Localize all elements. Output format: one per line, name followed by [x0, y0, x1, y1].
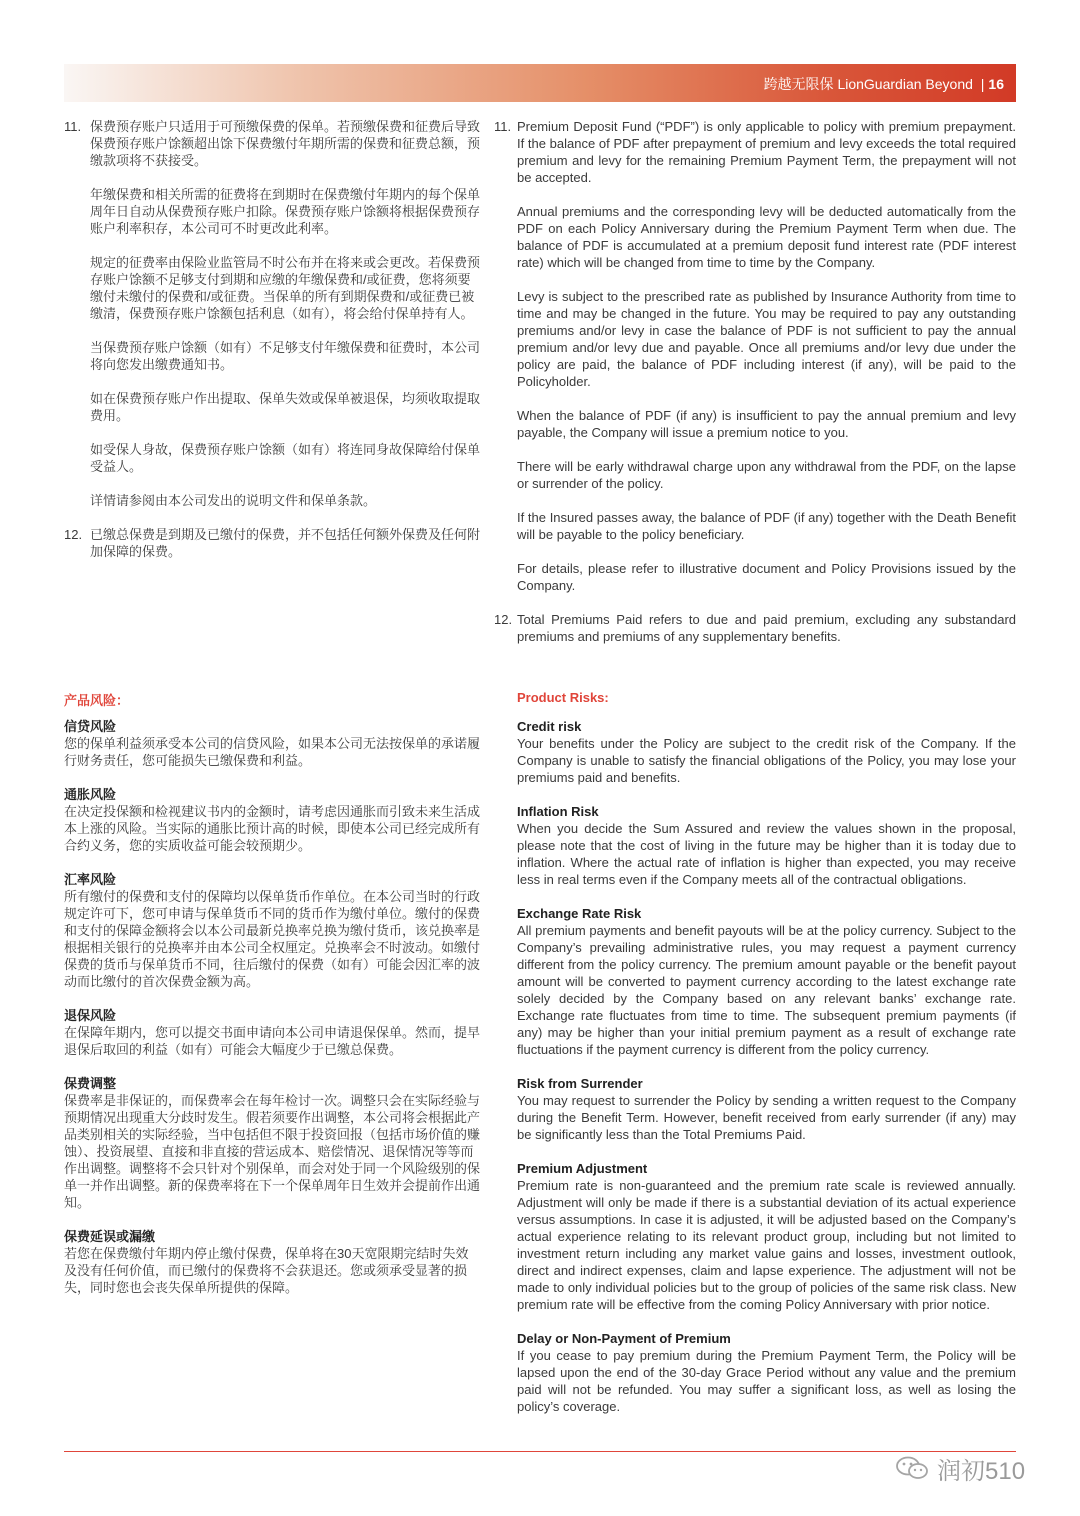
risk-title: Delay or Non-Payment of Premium — [517, 1331, 731, 1346]
risk-title: 信贷风险 — [64, 719, 117, 734]
note-number: 12. — [64, 527, 83, 542]
watermark-text: 润初510 — [937, 1457, 1026, 1485]
note-paragraph: When the balance of PDF (if any) is insufficient to pay the annual premium and levy payable, the Company will issue a premium notice to you. — [517, 408, 1016, 440]
header-separator: | — [980, 76, 985, 92]
risk-text: 在保障年期内，您可以提交书面申请向本公司申请退保保单。然而，提早退保后取回的利益（如有）可能会大幅度少于已缴总保费。 — [64, 1025, 481, 1057]
risk-title: Inflation Risk — [517, 804, 599, 819]
risk-text: When you decide the Sum Assured and review the values shown in the proposal, please note that the cost of living in the future may be higher than it is today due to inflation. Where the actual rate of inflation is higher than expected, you may receive less in real terms even if the Company meets all of the contractual obligations. — [517, 821, 1016, 887]
risk-text: 保费率是非保证的，而保费率会在每年检讨一次。调整只会在实际经验与预期情况出现重大分歧时发生。假若须要作出调整，本公司将会根据此产品类别相关的实际经验，当中包括但不限于投资回报（包括市场价值的赚蚀）、投资展望、直接和非直接的营运成本、赔偿情况、退保情况等等而作出调整。调整将不会只针对个别保单，而会对处于同一个风险级别的保单一并作出调整。新的保费率将在下一个保单周年日生效并会提前作出通知。 — [64, 1093, 481, 1210]
note-paragraph: 年缴保费和相关所需的征费将在到期时在保费缴付年期内的每个保单周年日自动从保费预存账户扣除。保费预存账户馀额将根据保费预存账户利率积存，本公司可不时更改此利率。 — [90, 187, 481, 236]
risk-title: Exchange Rate Risk — [517, 906, 642, 921]
note-number: 11. — [494, 119, 512, 134]
risk-delay-payment-en — [517, 1330, 1016, 1415]
note-paragraph: Total Premiums Paid refers to due and paid premium, excluding any substandard premiums and premiums of any supplementary benefits. — [517, 612, 1016, 644]
footer-divider — [64, 1451, 1016, 1452]
risk-text: If you cease to pay premium during the Premium Payment Term, the Policy will be lapsed upon the end of the 30-day Grace Period without any value and the premium paid will not be refunded. You may suffer a significant loss, as well as losing the policy’s coverage. — [517, 1348, 1016, 1414]
risks-title-en: Product Risks: — [517, 690, 609, 705]
note-paragraph: Levy is subject to the prescribed rate as published by Insurance Authority from time to time and may be changed in the future. You may be required to pay any outstanding premiums and/or levy in case the balance of PDF is not sufficient to pay the annual premium and/or levy due and payable. Once all premiums and/or levy due under the policy are paid, the balance of PDF including interest (if any), will be paid to the Policyholder. — [517, 289, 1016, 389]
risk-inflation-en — [517, 803, 1016, 888]
risk-delay-payment-cn — [64, 1228, 480, 1296]
risk-title: 汇率风险 — [64, 872, 117, 887]
note-paragraph: 如受保人身故，保费预存账户馀额（如有）将连同身故保障给付保单受益人。 — [90, 442, 481, 474]
risk-title: Risk from Surrender — [517, 1076, 643, 1091]
risk-surrender-cn — [64, 1007, 480, 1058]
risks-title-cn: 产品风险： — [64, 693, 130, 708]
risk-text: 在决定投保额和检视建议书内的金额时，请考虑因通胀而引致未来生活成本上涨的风险。当实际的通胀比预计高的时候，即使本公司已经完成所有合约义务，您的实质收益可能会较预期少。 — [64, 804, 481, 853]
risks-en — [517, 718, 1016, 1432]
note-paragraph: 当保费预存账户馀额（如有）不足够支付年缴保费和征费时，本公司将向您发出缴费通知书。 — [90, 340, 481, 372]
note-cn-12 — [64, 526, 480, 560]
risk-surrender-en — [517, 1075, 1016, 1143]
note-paragraph: Annual premiums and the corresponding levy will be deducted automatically from the PDF on each Policy Anniversary during the Premium Payment Term when due. The balance of PDF is accumulated at a premium deposit fund interest rate (PDF interest rate) which will be changed from time to time by the Company. — [517, 204, 1016, 270]
risk-title: 通胀风险 — [64, 787, 117, 802]
notes-cn — [64, 118, 480, 577]
risk-inflation-cn — [64, 786, 480, 854]
note-number: 12. — [494, 612, 513, 627]
header-title — [764, 74, 1004, 94]
note-paragraph: For details, please refer to illustrative document and Policy Provisions issued by the Company. — [517, 561, 1016, 593]
header-title-cn: 跨越无限保 — [763, 76, 834, 92]
note-paragraph: There will be early withdrawal charge upon any withdrawal from the PDF, on the lapse or surrender of the policy. — [517, 459, 1016, 491]
risk-title: 退保风险 — [64, 1008, 117, 1023]
note-paragraph: 保费预存账户只适用于可预缴保费的保单。若预缴保费和征费后导致保费预存账户馀额超出馀下保费缴付年期所需的保费和征费总额，预缴款项将不获接受。 — [90, 119, 481, 168]
risks-cn — [64, 718, 480, 1313]
note-paragraph: 已缴总保费是到期及已缴付的保费，并不包括任何额外保费及任何附加保障的保费。 — [90, 527, 481, 559]
note-paragraph: 如在保费预存账户作出提取、保单失效或保单被退保，均须收取提取费用。 — [90, 391, 481, 423]
risk-title: Credit risk — [517, 719, 582, 734]
wechat-icon — [895, 1456, 929, 1480]
risk-premium-adjustment-cn — [64, 1075, 480, 1211]
risk-text: 您的保单利益须承受本公司的信贷风险，如果本公司无法按保单的承诺履行财务责任，您可能损失已缴保费和利益。 — [64, 736, 481, 768]
note-number: 11. — [64, 119, 82, 134]
risk-text: All premium payments and benefit payouts will be at the policy currency. Subject to the Company’s prevailing administrative rules, you may request a payment currency different from the policy currency. The premium amount payable or the benefit payout amount will be converted to payment currency according to the latest exchange rate solely decided by the Company based on any relevant banks’ exchange rate. Exchange rate fluctuates from time to time. The subsequent premium payments (if any) may be higher than your initial premium payment as a result of exchange rate fluctuations if the payment currency is different from the policy currency. — [517, 923, 1016, 1057]
risk-title: 保费调整 — [64, 1076, 117, 1091]
note-cn-11 — [64, 118, 480, 509]
risk-text: 若您在保费缴付年期内停止缴付保费，保单将在30天宽限期完结时失效及没有任何价值，而已缴付的保费将不会获退还。您或须承受显著的损失，同时您也会丧失保单所提供的保障。 — [64, 1246, 469, 1295]
risk-exchange-en — [517, 905, 1016, 1058]
risk-title: 保费延误或漏缴 — [64, 1229, 156, 1244]
header-title-en: LionGuardian Beyond — [837, 76, 973, 92]
note-paragraph: If the Insured passes away, the balance of PDF (if any) together with the Death Benefit will be payable to the policy beneficiary. — [517, 510, 1016, 542]
note-paragraph: 规定的征费率由保险业监管局不时公布并在将来或会更改。若保费预存账户馀额不足够支付到期和应缴的年缴保费和/或征费，您将须要缴付未缴付的保费和/或征费。当保单的所有到期保费和/或征费已被缴清，保费预存账户馀额包括利息（如有），将会给付保单持有人。 — [90, 255, 481, 321]
risk-text: You may request to surrender the Policy by sending a written request to the Company during the Benefit Term. However, benefit received from early surrender (if any) may be significantly less than the Total Premiums Paid. — [517, 1093, 1016, 1142]
watermark — [895, 1455, 1026, 1485]
risk-text: Your benefits under the Policy are subject to the credit risk of the Company. If the Company is unable to satisfy the financial obligations of the Policy, you may lose your premiums paid and benefits. — [517, 736, 1016, 785]
risk-title: Premium Adjustment — [517, 1161, 648, 1176]
risk-credit-cn — [64, 718, 480, 769]
risk-text: Premium rate is non-guaranteed and the premium rate scale is reviewed annually. Adjustment will only be made if there is a substantial deviation of its actual experience versus assumptions. In case it is adjusted, it will be adjusted based on the Company’s actual experience relating to its relevant product group, including but not limited to investment return including any market value gains and losses, investment outlook, direct and indirect expenses, claim and lapse experience. The adjustment will not be made to only individual policies but to the group of policies of the same risk class. New premium rate will be effective from the coming Policy Anniversary with prior notice. — [517, 1178, 1016, 1312]
header-bar — [64, 64, 1016, 102]
note-en-12 — [494, 611, 1016, 645]
notes-en — [494, 118, 1016, 662]
note-en-11 — [494, 118, 1016, 594]
risk-premium-adjustment-en — [517, 1160, 1016, 1313]
page-number: 16 — [988, 76, 1004, 92]
risk-credit-en — [517, 718, 1016, 786]
note-paragraph: 详情请参阅由本公司发出的说明文件和保单条款。 — [90, 493, 377, 508]
risk-text: 所有缴付的保费和支付的保障均以保单货币作单位。在本公司当时的行政规定许可下，您可申请与保单货币不同的货币作为缴付单位。缴付的保费和支付的保障金额将会以本公司最新兑换率兑换为缴付货币，该兑换率是根据相关银行的兑换率并由本公司全权厘定。兑换率会不时波动。如缴付保费的货币与保单货币不同，往后缴付的保费（如有）可能会因汇率的波动而比缴付的首次保费金额为高。 — [64, 889, 481, 989]
risk-exchange-cn — [64, 871, 480, 990]
note-paragraph: Premium Deposit Fund (“PDF”) is only applicable to policy with premium prepayment. If the balance of PDF after prepayment of premium and levy exceeds the total required premium and levy for the remaining Premium Payment Term, the prepayment will not be accepted. — [517, 119, 1016, 185]
